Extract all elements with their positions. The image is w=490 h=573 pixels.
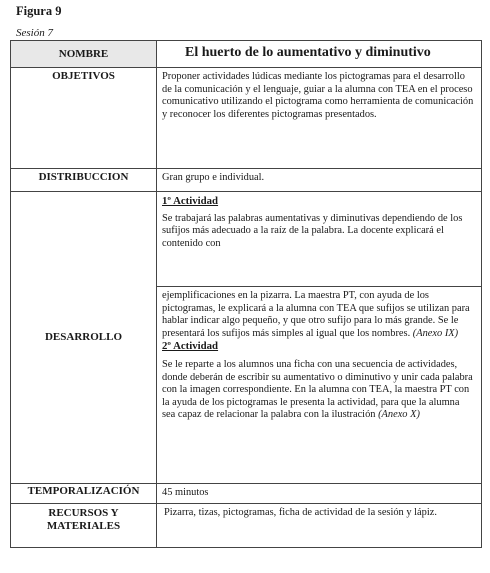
- label-recursos-line2: MATERIALES: [46, 519, 121, 532]
- activity-1-continuation: [162, 290, 475, 340]
- activity-2-title: 2º Actividad: [162, 340, 219, 353]
- activity-1-title: 1º Actividad: [162, 195, 219, 207]
- temporalizacion-text: 45 minutos: [157, 484, 482, 504]
- label-objetivos: OBJETIVOS: [11, 68, 157, 169]
- activity-2-text: Se le reparte a los alumnos una ficha con una secuencia de actividades, donde deberán de escribir su aumentativo o diminutivo y unir cada palabra con la imagen correspondiente. En la alumna con TEA, la maestra PT con la ayuda de los pictogramas le presenta la actividad, para que la alumna sea capaz de relacionar la palabra con la ilustración: [162, 358, 473, 421]
- label-distribucion: DISTRIBUCCION: [11, 169, 157, 192]
- row-recursos: [11, 504, 482, 548]
- label-desarrollo: DESARROLLO: [11, 192, 157, 484]
- row-distribucion: [11, 169, 482, 192]
- label-nombre: NOMBRE: [11, 41, 157, 68]
- session-table: [10, 40, 482, 548]
- label-temporalizacion: TEMPORALIZACIÓN: [11, 484, 157, 504]
- objetivos-text: Proponer actividades lúdicas mediante los pictogramas para el desarrollo de la comunicación y el lenguaje, guiar a la alumna con TEA en el proceso comunicativo utilizando el pictograma como herramienta de comunicación y reconocer los diferentes pictogramas presentados.: [157, 68, 482, 169]
- label-recursos: [11, 504, 157, 548]
- session-title: El huerto de lo aumentativo y diminutivo: [185, 45, 431, 61]
- annex-x-ref: (Anexo X): [378, 409, 420, 421]
- row-desarrollo-1: [11, 192, 482, 287]
- row-nombre: [11, 41, 482, 68]
- row-temporalizacion: [11, 484, 482, 504]
- activity-1-cell: [157, 192, 482, 287]
- session-label: Sesión 7: [16, 27, 53, 39]
- figure-title: Figura 9: [16, 4, 62, 18]
- annex-ix-ref: (Anexo IX): [412, 327, 459, 339]
- activity-1-continuation-text: ejemplificaciones en la pizarra. La maestra PT, con ayuda de los pictogramas, le explicará a la alumna con TEA que sufijos se utilizan para hablar indicar algo pequeño, y que otro sufijo para lo más grande. Se le presentará los sufijos más simples al igual que los nombres.: [162, 290, 470, 339]
- row-objetivos: [11, 68, 482, 169]
- activity-2-cell: [157, 287, 482, 484]
- distribucion-text: Gran grupo e individual.: [157, 169, 482, 192]
- label-recursos-line1: RECURSOS Y: [48, 507, 119, 519]
- recursos-text: Pizarra, tizas, pictogramas, ficha de actividad de la sesión y lápiz.: [157, 504, 482, 548]
- activity-2-text-block: [162, 359, 475, 422]
- session-title-cell: [157, 41, 482, 68]
- activity-1-text: Se trabajará las palabras aumentativas y diminutivas dependiendo de los sufijos más adecuado a la raíz de la palabra. La docente explicará el contenido con: [162, 212, 463, 249]
